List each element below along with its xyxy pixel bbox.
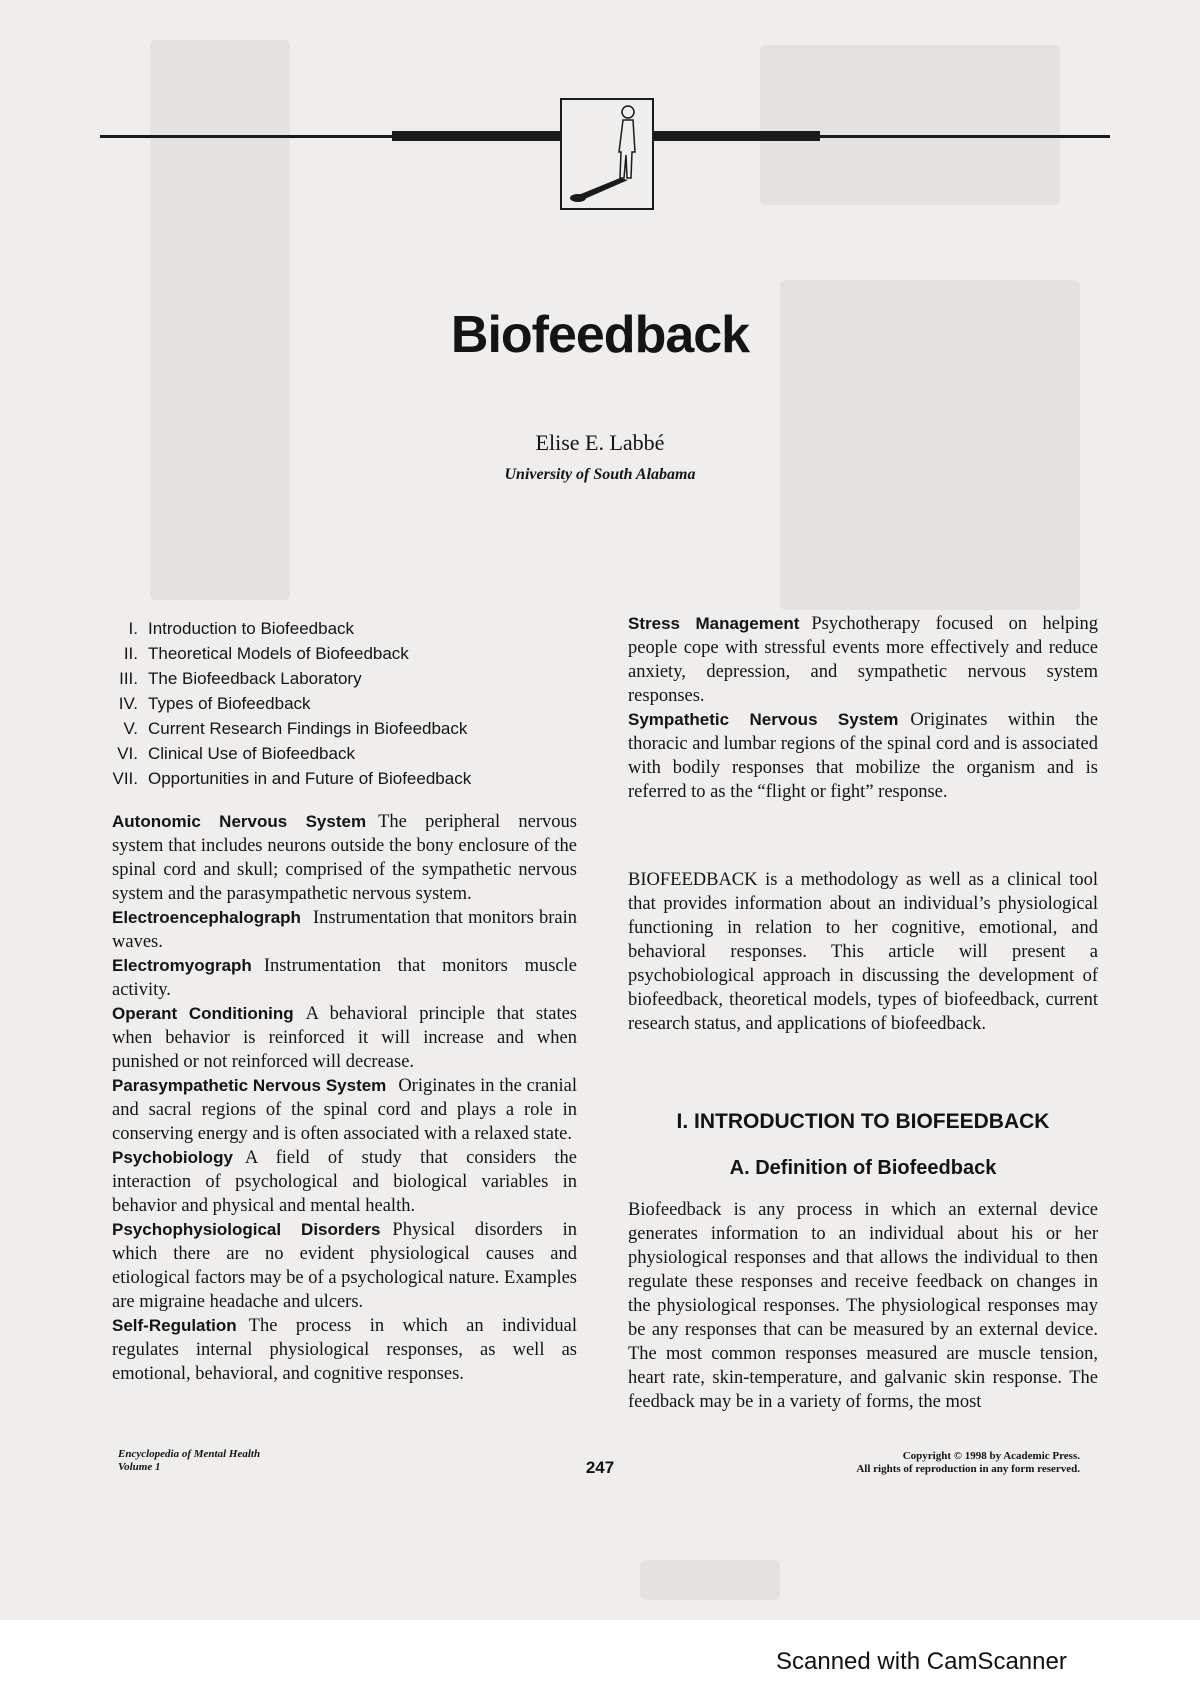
toc-item xyxy=(108,666,578,691)
glossary-entry xyxy=(628,612,1098,708)
footer-volume: Volume 1 xyxy=(118,1461,161,1473)
toc-item-label: Opportunities in and Future of Biofeedback xyxy=(148,769,472,788)
glossary-term: Autonomic Nervous System xyxy=(112,812,367,831)
glossary-column-right xyxy=(628,612,1098,804)
subsection-heading: A. Definition of Biofeedback xyxy=(729,1157,997,1179)
glossary-term: Psychobiology xyxy=(112,1148,233,1167)
toc-item-label: Introduction to Biofeedback xyxy=(148,619,355,638)
header-rule-left xyxy=(100,135,392,138)
glossary-term: Operant Conditioning xyxy=(112,1004,294,1023)
glossary-definition: A behavioral principle that states when behavior is reinforced it will increase and when punished or not reinforced will decrease. xyxy=(112,1004,577,1072)
glossary-entry xyxy=(112,810,577,906)
toc-item-label: Current Research Findings in Biofeedback xyxy=(148,719,468,738)
glossary-entry xyxy=(112,954,577,1002)
glossary-term: Stress Management xyxy=(628,614,800,633)
glossary-term: Self-Regulation xyxy=(112,1316,237,1335)
footer-copyright-line: Copyright © 1998 by Academic Press. xyxy=(902,1450,1080,1462)
camscanner-watermark: Scanned with CamScanner xyxy=(776,1648,1067,1675)
glossary-entry xyxy=(112,1074,577,1146)
header-rule-left-thick xyxy=(392,131,560,141)
glossary-term: Sympathetic Nervous System xyxy=(628,710,899,729)
encyclopedia-logo xyxy=(560,98,654,210)
table-of-contents xyxy=(108,616,578,791)
glossary-term: Electromyograph xyxy=(112,956,252,975)
toc-item-number: IV. xyxy=(118,694,138,713)
footer-rights-line: All rights of reproduction in any form reserved. xyxy=(856,1463,1080,1475)
toc-item-label: Clinical Use of Biofeedback xyxy=(148,744,355,763)
toc-item-number: VI. xyxy=(117,744,138,763)
header-rule-right-thick xyxy=(650,131,820,141)
toc-item xyxy=(108,691,578,716)
toc-item xyxy=(108,716,578,741)
glossary-definition: Originates in the cranial and sacral regions of the spinal cord and plays a role in conserving energy and is often associated with a relaxed state. xyxy=(112,1076,577,1144)
toc-item xyxy=(108,741,578,766)
toc-item-number: VII. xyxy=(112,769,138,788)
toc-item-number: V. xyxy=(123,719,138,738)
toc-item xyxy=(108,641,578,666)
page-number: 247 xyxy=(585,1458,615,1477)
toc-item xyxy=(108,616,578,641)
glossary-definition: Physical disorders in which there are no evident physiological causes and etiological factors may be of a psychological nature. Examples are migraine headache and ulcers. xyxy=(112,1220,577,1312)
glossary-term: Parasympathetic Nervous System xyxy=(112,1076,387,1095)
section-heading: I. INTRODUCTION TO BIOFEEDBACK xyxy=(676,1110,1050,1133)
toc-item-number: III. xyxy=(119,669,138,688)
glossary-entry xyxy=(112,906,577,954)
glossary-entry xyxy=(628,708,1098,804)
glossary-definition: The process in which an individual regulates internal physiological responses, as well as emotional, behavioral, and cognitive responses. xyxy=(112,1316,577,1384)
walking-figure-icon xyxy=(562,100,652,208)
glossary-definition: Instrumentation that monitors brain waves. xyxy=(112,908,577,952)
header-rule-right xyxy=(820,135,1110,138)
bleed-through-top-right xyxy=(760,45,1060,205)
toc-item-label: Types of Biofeedback xyxy=(148,694,311,713)
toc-item-label: The Biofeedback Laboratory xyxy=(148,669,362,688)
glossary-definition: A field of study that considers the interaction of psychological and biological variables in behavior and physical and mental health. xyxy=(112,1148,577,1216)
glossary-term: Electroencephalograph xyxy=(112,908,301,927)
glossary-definition: Instrumentation that monitors muscle activity. xyxy=(112,956,577,1000)
glossary-entry xyxy=(112,1002,577,1074)
bleed-through-bottom xyxy=(640,1560,780,1600)
author-affiliation: University of South Alabama xyxy=(504,466,696,483)
author-name: Elise E. Labbé xyxy=(535,430,665,455)
glossary-entry xyxy=(112,1314,577,1386)
toc-item-number: I. xyxy=(128,619,138,638)
glossary-definition: Originates within the thoracic and lumbar regions of the spinal cord and is associated with bodily responses that mobilize the organism and is referred to as the “flight or fight” response. xyxy=(628,710,1098,802)
toc-item-number: II. xyxy=(123,644,138,663)
glossary-entry xyxy=(112,1146,577,1218)
footer-copyright xyxy=(790,1450,1080,1476)
glossary-column-left xyxy=(112,810,577,1386)
footer-encyclopedia: Encyclopedia of Mental Health xyxy=(118,1448,261,1460)
glossary-entry xyxy=(112,1218,577,1314)
intro-paragraph: BIOFEEDBACK is a methodology as well as a clinical tool that provides information about an individual’s physiological functioning in relation to her cognitive, emotional, and behavioral responses. This article will present a psychobiological approach in discussing the development of biofeedback, theoretical models, types of biofeedback, current research status, and applications of biofeedback. xyxy=(628,870,1098,1034)
glossary-definition: The peripheral nervous system that includes neurons outside the bony enclosure of the spinal cord and skull; comprised of the sympathetic nervous system and the parasympathetic nervous system. xyxy=(112,812,577,904)
toc-item-label: Theoretical Models of Biofeedback xyxy=(148,644,409,663)
toc-item xyxy=(108,766,578,791)
article-title: Biofeedback xyxy=(450,306,750,364)
glossary-term: Psychophysiological Disorders xyxy=(112,1220,381,1239)
definition-paragraph: Biofeedback is any process in which an external device generates information to an individual about his or her physiological responses and that allows the individual to then regulate these responses and receive feedback on changes in the physiological responses. The physiological responses may be any responses that can be measured by an external device. The most common responses measured are muscle tension, heart rate, skin-temperature, and galvanic skin response. The feedback may be in a variety of forms, the most xyxy=(628,1200,1098,1412)
glossary-definition: Psychotherapy focused on helping people cope with stressful events more effectively and reduce anxiety, depression, and sympathetic nervous system responses. xyxy=(628,614,1098,706)
